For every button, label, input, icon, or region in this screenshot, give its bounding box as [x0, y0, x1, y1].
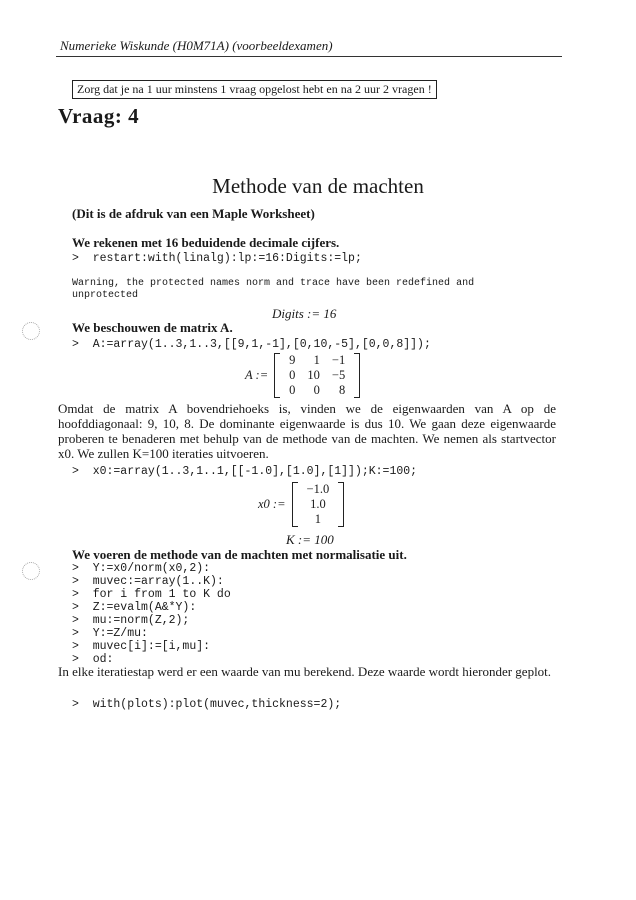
matrix-cell: 8: [338, 383, 346, 397]
maple-warning: Warning, the protected names norm and trace have been redefined and unprotected: [72, 278, 475, 301]
vector-x0-bracket: [292, 482, 345, 527]
digits-paragraph: We rekenen met 16 beduidende decimale cijfers.: [72, 235, 340, 250]
scan-speck: [22, 562, 40, 580]
vector-x0-label: x0 :=: [258, 497, 286, 511]
result-K: K := 100: [286, 532, 334, 547]
matrix-cell: −5: [331, 368, 346, 382]
matrix-A-label: A :=: [245, 368, 269, 382]
vector-cell: −1.0: [306, 482, 330, 496]
matrix-cell: 0: [313, 383, 320, 397]
section-title: Methode van de machten: [212, 174, 424, 198]
vector-x0: [258, 482, 344, 527]
header-rule: [56, 56, 562, 57]
command-restart: > restart:with(linalg):lp:=16:Digits:=lp;: [72, 252, 362, 265]
matrix-A: [245, 353, 360, 398]
matrix-paragraph: We beschouwen de matrix A.: [72, 320, 233, 335]
question-heading: Vraag: 4: [58, 104, 140, 128]
code-power-method: > Y:=x0/norm(x0,2): > muvec:=array(1..K): > for i from 1 to K do > Z:=evalm(A&*Y): > mu:=norm(Z,2); > Y:=Z/mu: > muvec[i]:=[i,mu]: > od:: [72, 562, 231, 666]
time-notice: Zorg dat je na 1 uur minstens 1 vraag opgelost hebt en na 2 uur 2 vragen !: [72, 80, 437, 99]
result-digits: Digits := 16: [272, 306, 337, 321]
command-plot: > with(plots):plot(muvec,thickness=2);: [72, 698, 342, 711]
course-header: Numerieke Wiskunde (H0M71A) (voorbeeldexamen): [60, 38, 333, 53]
matrix-A-table: [283, 353, 351, 398]
command-array-A: > A:=array(1..3,1..3,[[9,1,-1],[0,10,-5],[0,0,8]]);: [72, 338, 431, 351]
matrix-cell: 1: [313, 353, 320, 367]
scan-speck: [22, 322, 40, 340]
vector-cell: 1.0: [310, 497, 326, 511]
matrix-A-bracket: [274, 353, 360, 398]
matrix-cell: 0: [289, 368, 296, 382]
matrix-cell: 9: [289, 353, 296, 367]
plot-paragraph: In elke iteratiestap werd er een waarde van mu berekend. Deze waarde wordt hieronder geplot.: [58, 664, 552, 679]
matrix-cell: 0: [289, 383, 296, 397]
worksheet-subtitle: (Dit is de afdruk van een Maple Worksheet): [72, 206, 315, 221]
vector-x0-table: [301, 482, 336, 527]
eigenvalue-paragraph: Omdat de matrix A bovendriehoeks is, vinden we de eigenwaarden van A op de hoofddiagonaal: 9, 10, 8. De dominante eigenwaarde is dus 10. We gaan deze eigenwaarde proberen te benaderen met behulp van de methode van de machten. We nemen als startvector x0. We zullen K=100 iteraties uitvoeren.: [58, 401, 556, 461]
matrix-cell: 10: [307, 368, 320, 382]
vector-cell: 1: [314, 512, 321, 526]
command-x0: > x0:=array(1..3,1..1,[[-1.0],[1.0],[1]]);K:=100;: [72, 465, 418, 478]
method-paragraph: We voeren de methode van de machten met normalisatie uit.: [72, 547, 407, 562]
matrix-cell: −1: [331, 353, 346, 367]
